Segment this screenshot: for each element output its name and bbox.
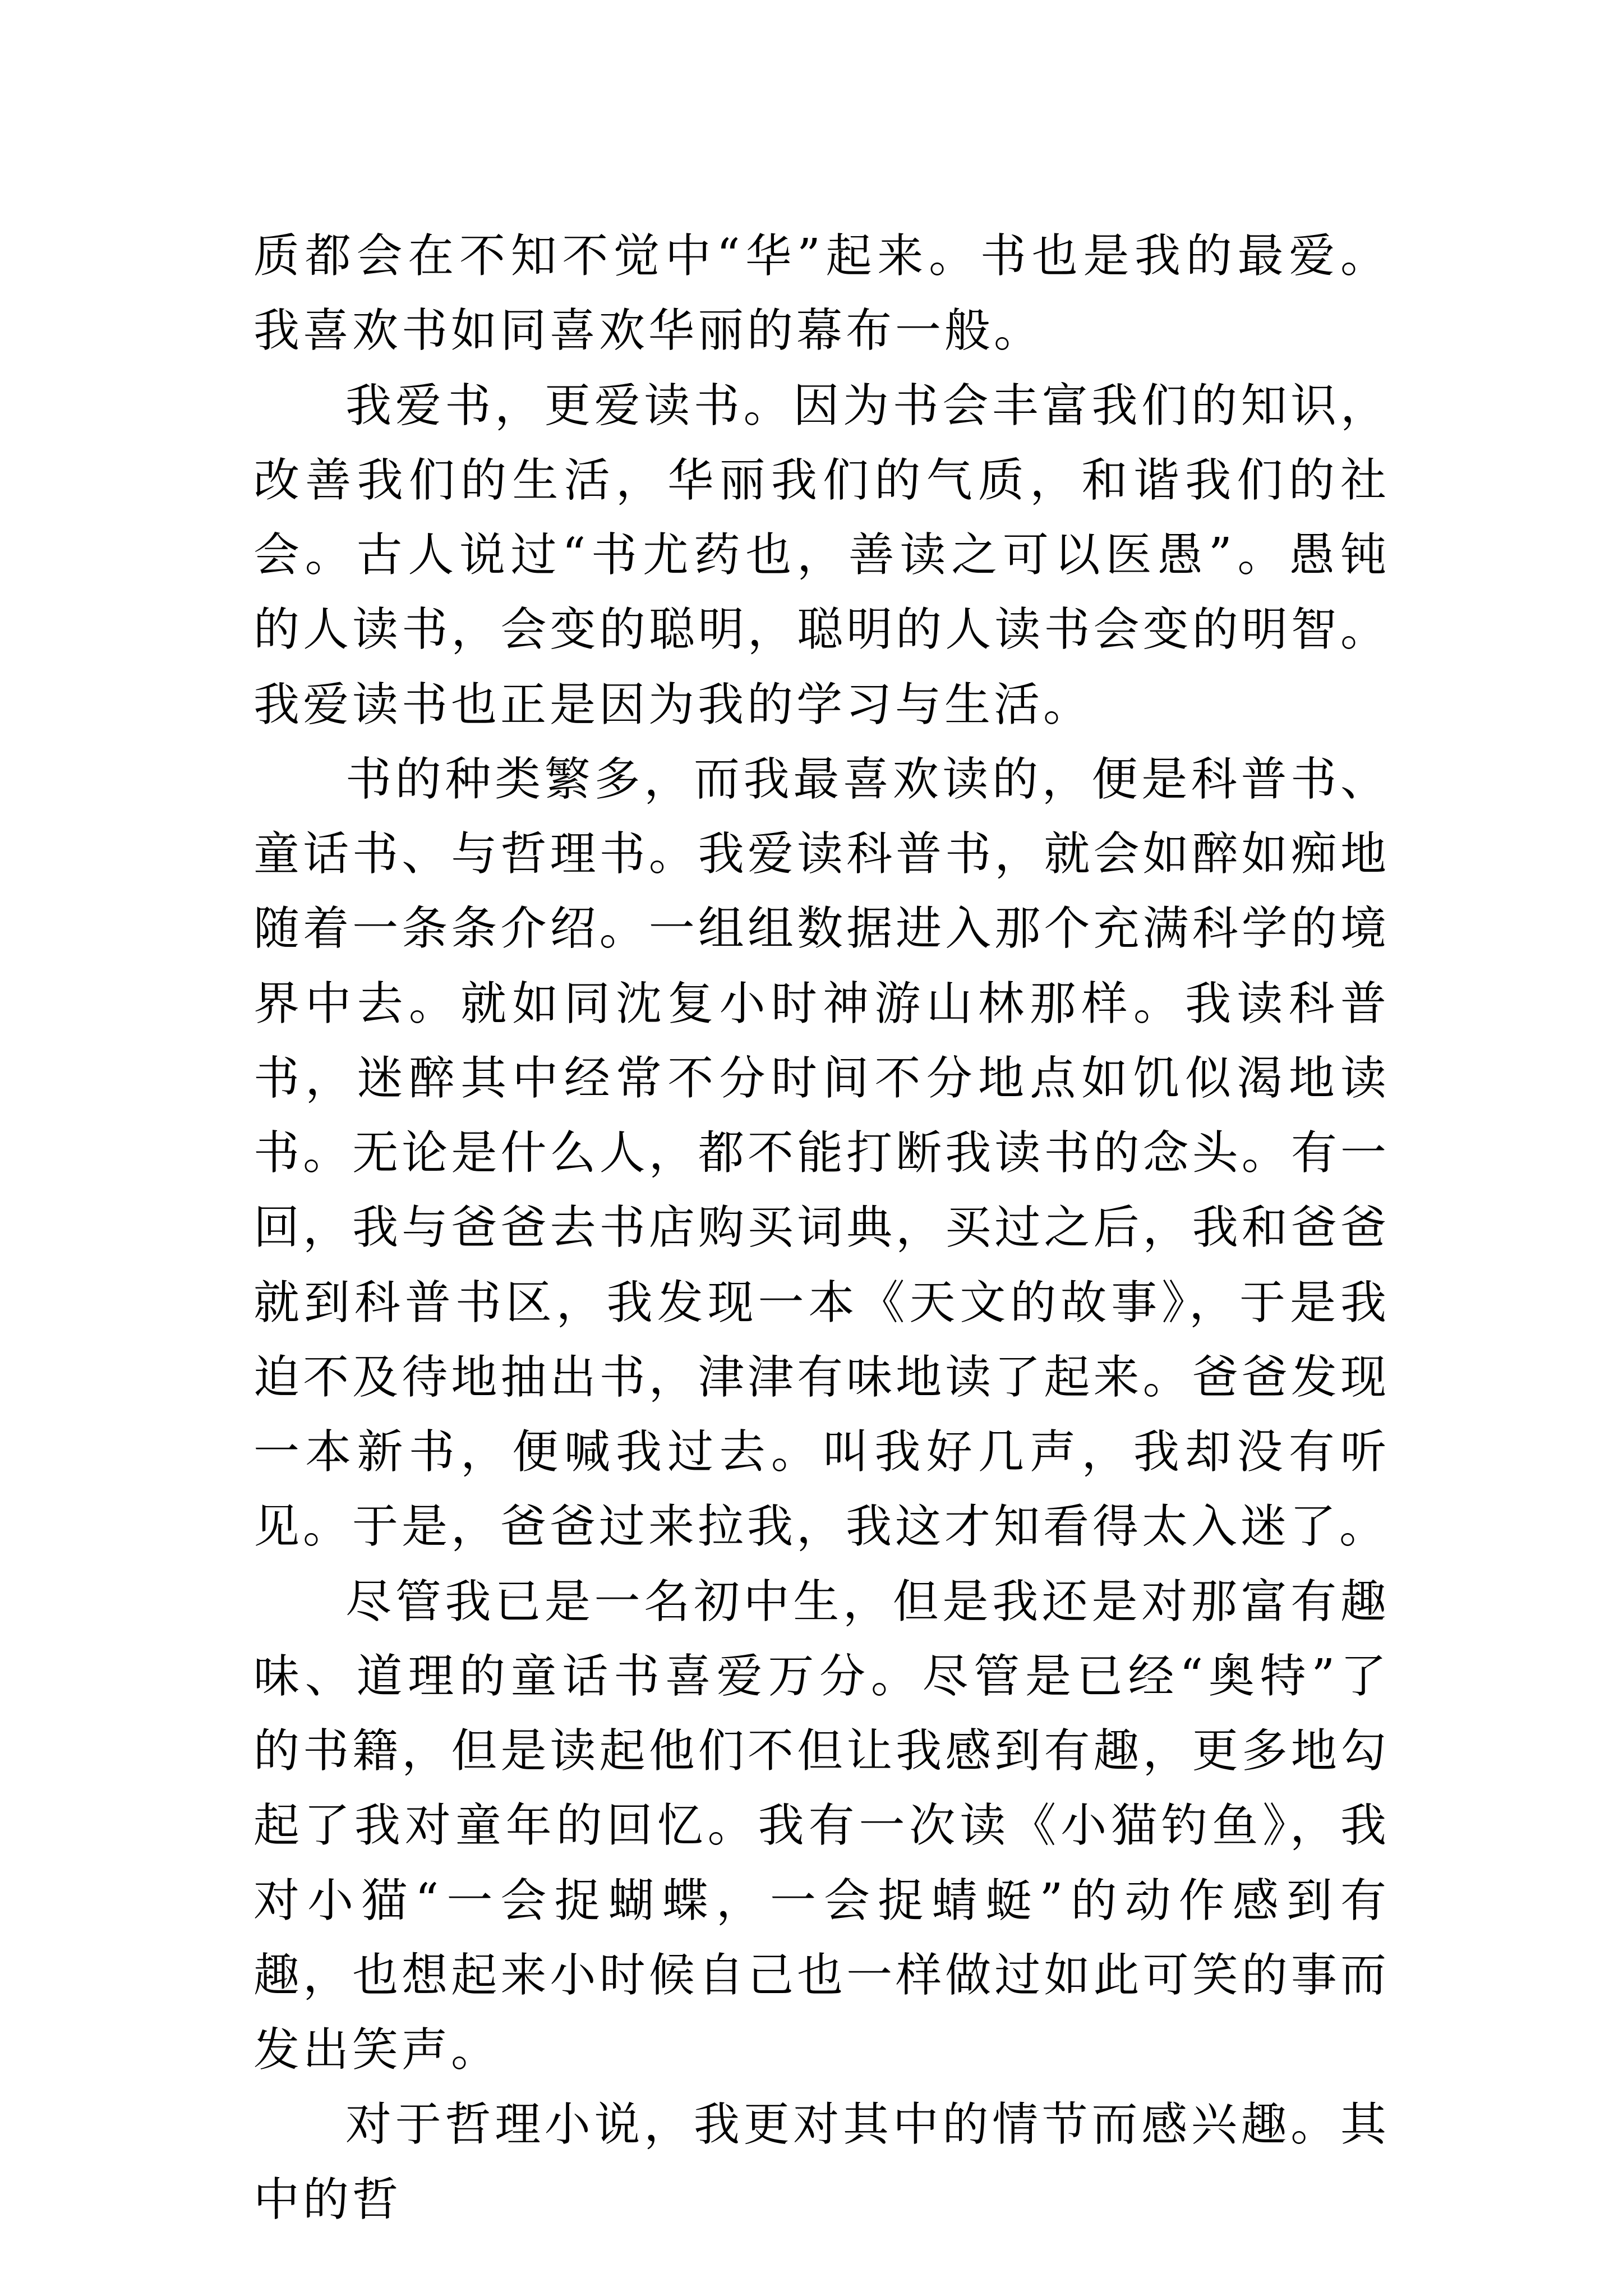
document-body	[253, 219, 1390, 2237]
paragraph-3: 书的种类繁多，而我最喜欢读的，便是科普书、童话书、与哲理书。我爱读科普书，就会如醉如痴地随着一条条介绍。一组组数据进入那个充满科学的境界中去。就如同沈复小时神游山林那样。我读科普书，迷醉其中经常不分时间不分地点如饥似渴地读书。无论是什么人，都不能打断我读书的念头。有一回，我与爸爸去书店购买词典，买过之后，我和爸爸就到科普书区，我发现一本《天文的故事》，于是我迫不及待地抽出书，津津有味地读了起来。爸爸发现一本新书，便喊我过去。叫我好几声，我却没有听见。于是，爸爸过来拉我，我这才知看得太入迷了。	[253, 752, 1390, 1554]
paragraph-4: 尽管我已是一名初中生，但是我还是对那富有趣味、道理的童话书喜爱万分。尽管是已经“奥特”了的书籍，但是读起他们不但让我感到有趣，更多地勾起了我对童年的回忆。我有一次读《小猫钓鱼》，我对小猫“一会捉蝴蝶，一会捉蜻蜓”的动作感到有趣，也想起来小时候自己也一样做过如此可笑的事而发出笑声。	[253, 1575, 1390, 2077]
paragraph-2: 我爱书，更爱读书。因为书会丰富我们的知识，改善我们的生活，华丽我们的气质，和谐我们的社会。古人说过“书尤药也，善读之可以医愚”。愚钝的人读书，会变的聪明，聪明的人读书会变的明智。我爱读书也正是因为我的学习与生活。	[253, 379, 1390, 731]
paragraph-5: 对于哲理小说，我更对其中的情节而感兴趣。其中的哲	[253, 2098, 1390, 2226]
paragraph-1: 质都会在不知不觉中“华”起来。书也是我的最爱。我喜欢书如同喜欢华丽的幕布一般。	[253, 229, 1390, 358]
